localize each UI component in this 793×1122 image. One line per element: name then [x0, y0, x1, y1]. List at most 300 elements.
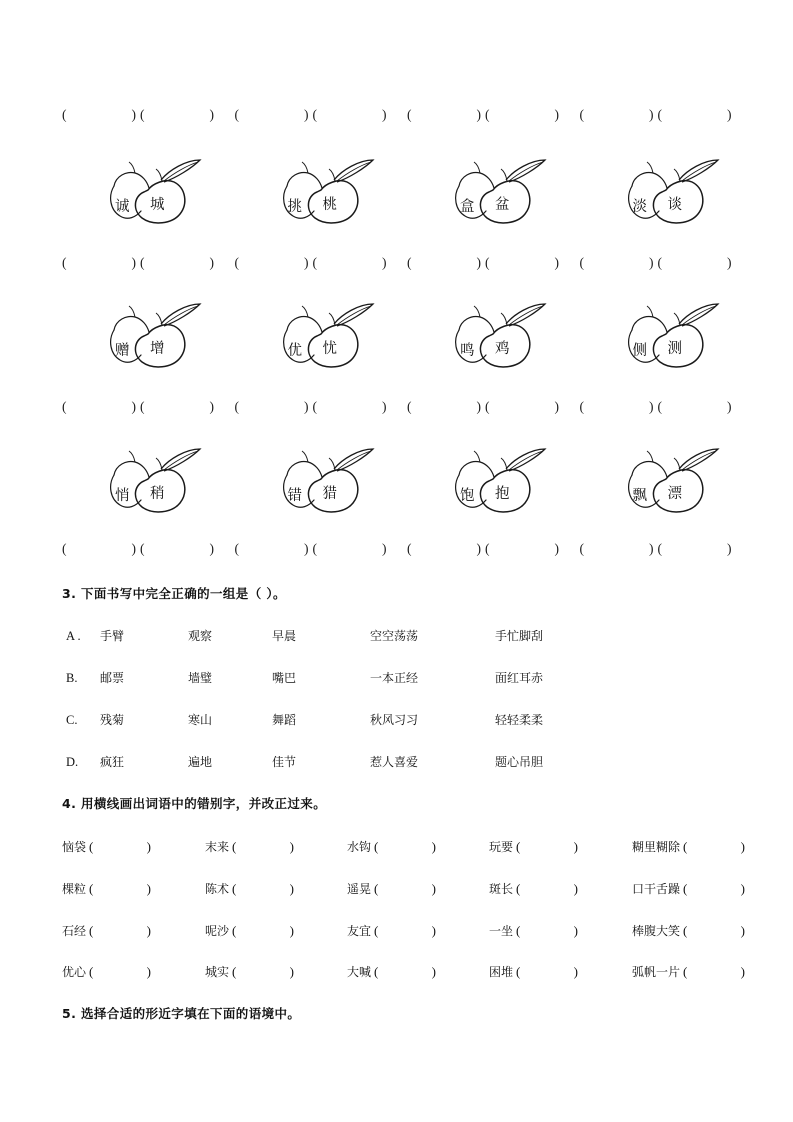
paren-right: ) — [146, 923, 152, 938]
question-4-row-4 — [62, 963, 772, 980]
correction-blank[interactable] — [232, 839, 294, 855]
answer-blank[interactable] — [485, 538, 563, 560]
paren-left: ( — [140, 107, 145, 122]
answer-blank-group — [235, 538, 408, 560]
apple-illustration — [104, 437, 224, 515]
word-text: 弧帆一片 — [632, 965, 681, 979]
correction-blank[interactable] — [89, 923, 151, 939]
paren-left: ( — [89, 881, 94, 896]
paren-right: ) — [382, 255, 387, 270]
paren-left: ( — [312, 399, 317, 414]
answer-blank[interactable] — [485, 396, 563, 418]
paren-left: ( — [374, 964, 379, 979]
option-word: 一本正经 — [370, 671, 419, 685]
apple-char-left: 饱 — [460, 488, 475, 504]
word-correction-item[interactable] — [62, 963, 205, 980]
paren-right: ) — [304, 107, 309, 122]
paren-left: ( — [234, 399, 239, 414]
option-label: D. — [66, 755, 79, 769]
correction-blank[interactable] — [683, 923, 745, 939]
question-4-row-2 — [62, 880, 772, 897]
paren-right: ) — [649, 255, 654, 270]
paren-left: ( — [232, 881, 237, 896]
apple-illustration — [622, 292, 742, 370]
answer-blank[interactable] — [235, 538, 313, 560]
answer-blank[interactable] — [62, 396, 140, 418]
correction-blank[interactable] — [89, 964, 151, 980]
question-3-option-d[interactable] — [66, 753, 766, 770]
paren-right: ) — [476, 107, 481, 122]
apple-char-right: 测 — [667, 341, 682, 357]
correction-blank[interactable] — [683, 839, 745, 855]
option-word: 惹人喜爱 — [370, 755, 419, 769]
word-correction-item[interactable] — [347, 838, 489, 855]
word-correction-item[interactable] — [62, 922, 205, 939]
option-word: 舞蹈 — [272, 713, 297, 727]
word-correction-item[interactable] — [62, 880, 205, 897]
word-text: 一坐 — [489, 924, 514, 938]
paren-right: ) — [727, 107, 732, 122]
option-word: 题心吊胆 — [495, 755, 544, 769]
answer-blank[interactable] — [407, 538, 485, 560]
apple-char-right: 盆 — [495, 197, 510, 213]
apple-char-right: 增 — [150, 341, 165, 357]
paren-right: ) — [289, 881, 295, 896]
answer-blank-group — [235, 104, 408, 126]
paren-left: ( — [683, 964, 688, 979]
answer-blank[interactable] — [658, 538, 736, 560]
apple-pair — [62, 292, 235, 372]
apple-char-left: 鸣 — [460, 343, 475, 359]
correction-blank[interactable] — [89, 881, 151, 897]
word-text: 棵粒 — [62, 882, 87, 896]
answer-blank[interactable] — [140, 538, 218, 560]
apple-char-right: 谈 — [667, 197, 682, 213]
word-text: 口干舌躁 — [632, 882, 681, 896]
paren-left: ( — [232, 923, 237, 938]
paren-right: ) — [727, 255, 732, 270]
paren-left: ( — [89, 839, 94, 854]
paren-left: ( — [407, 399, 412, 414]
paren-right: ) — [573, 964, 579, 979]
paren-left: ( — [234, 255, 239, 270]
paren-right: ) — [304, 399, 309, 414]
apple-illustration — [622, 437, 742, 515]
paren-right: ) — [727, 399, 732, 414]
apple-char-left: 优 — [287, 343, 302, 359]
apple-char-right: 忧 — [322, 341, 337, 357]
word-text: 友宜 — [347, 924, 372, 938]
answer-blank-group — [407, 104, 580, 126]
paren-left: ( — [579, 255, 584, 270]
apple-pair — [580, 292, 753, 372]
apple-illustration — [277, 148, 397, 226]
answer-blank[interactable] — [313, 252, 391, 274]
option-word: 疯狂 — [100, 755, 125, 769]
option-word: 空空荡荡 — [370, 629, 419, 643]
paren-right: ) — [209, 255, 214, 270]
option-word: 早晨 — [272, 629, 297, 643]
answer-blank[interactable] — [140, 252, 218, 274]
apple-illustration — [277, 437, 397, 515]
word-text: 玩要 — [489, 840, 514, 854]
paren-left: ( — [312, 107, 317, 122]
paren-left: ( — [657, 255, 662, 270]
paren-right: ) — [146, 839, 152, 854]
paren-left: ( — [516, 839, 521, 854]
paren-right: ) — [131, 255, 136, 270]
word-correction-item[interactable] — [347, 880, 489, 897]
paren-right: ) — [289, 839, 295, 854]
answer-blank[interactable] — [235, 252, 313, 274]
option-word: 观察 — [188, 629, 213, 643]
answer-blank[interactable] — [140, 104, 218, 126]
option-word: 面红耳赤 — [495, 671, 544, 685]
word-text: 陈术 — [205, 882, 230, 896]
paren-left: ( — [62, 399, 67, 414]
paren-left: ( — [407, 107, 412, 122]
correction-blank[interactable] — [683, 964, 745, 980]
apple-char-right: 桃 — [322, 197, 337, 213]
word-correction-item[interactable] — [205, 963, 347, 980]
answer-blank[interactable] — [580, 538, 658, 560]
answer-blank[interactable] — [580, 252, 658, 274]
apple-char-left: 飘 — [632, 488, 647, 504]
apple-pair — [407, 292, 580, 372]
paren-left: ( — [485, 255, 490, 270]
apple-pair — [62, 148, 235, 228]
paren-right: ) — [476, 399, 481, 414]
apple-illustration — [104, 292, 224, 370]
answer-blank[interactable] — [235, 104, 313, 126]
question-4-row-1 — [62, 838, 772, 855]
answer-blank[interactable] — [485, 252, 563, 274]
answer-blank-row-4 — [62, 538, 752, 560]
word-text: 斑长 — [489, 882, 514, 896]
paren-right: ) — [131, 541, 136, 556]
paren-right: ) — [146, 881, 152, 896]
word-text: 棒腹大笑 — [632, 924, 681, 938]
answer-blank-row-1 — [62, 104, 752, 126]
option-word: 寒山 — [188, 713, 213, 727]
apple-char-left: 诚 — [115, 199, 130, 215]
answer-blank[interactable] — [313, 396, 391, 418]
correction-blank[interactable] — [232, 923, 294, 939]
paren-right: ) — [476, 255, 481, 270]
answer-blank-group — [580, 396, 753, 418]
apple-char-right: 鸡 — [495, 341, 510, 357]
option-word: 残菊 — [100, 713, 125, 727]
question-3-option-c[interactable] — [66, 711, 766, 728]
answer-blank-group — [62, 252, 235, 274]
correction-blank[interactable] — [374, 881, 436, 897]
apple-char-left: 悄 — [115, 488, 130, 504]
word-text: 优心 — [62, 965, 87, 979]
apple-char-right: 抱 — [495, 486, 510, 502]
paren-right: ) — [740, 839, 746, 854]
word-text: 水钩 — [347, 840, 372, 854]
paren-right: ) — [573, 881, 579, 896]
paren-right: ) — [554, 541, 559, 556]
question-3-option-b[interactable] — [66, 669, 766, 686]
paren-left: ( — [516, 923, 521, 938]
correction-blank[interactable] — [374, 964, 436, 980]
paren-left: ( — [683, 923, 688, 938]
paren-right: ) — [554, 399, 559, 414]
answer-blank-group — [580, 252, 753, 274]
answer-blank[interactable] — [658, 396, 736, 418]
answer-blank-row-2 — [62, 252, 752, 274]
word-text: 困堆 — [489, 965, 514, 979]
word-text: 遥晃 — [347, 882, 372, 896]
paren-right: ) — [649, 107, 654, 122]
paren-right: ) — [209, 399, 214, 414]
question-5-heading: 5. 选择合适的形近字填在下面的语境中。 — [62, 1006, 301, 1021]
paren-right: ) — [382, 541, 387, 556]
apple-pair-row-1 — [62, 148, 752, 228]
answer-blank[interactable] — [62, 538, 140, 560]
word-correction-item[interactable] — [62, 838, 205, 855]
paren-right: ) — [573, 923, 579, 938]
word-correction-item[interactable] — [205, 922, 347, 939]
paren-left: ( — [374, 881, 379, 896]
apple-illustration — [449, 437, 569, 515]
answer-blank-group — [62, 538, 235, 560]
word-correction-item[interactable] — [632, 922, 772, 939]
correction-blank[interactable] — [89, 839, 151, 855]
answer-blank-group — [580, 538, 753, 560]
paren-right: ) — [146, 964, 152, 979]
word-correction-item[interactable] — [632, 880, 772, 897]
option-word: 佳节 — [272, 755, 297, 769]
apple-char-left: 赠 — [115, 343, 130, 359]
paren-left: ( — [140, 399, 145, 414]
apple-pair — [580, 437, 753, 517]
paren-left: ( — [485, 541, 490, 556]
paren-left: ( — [407, 255, 412, 270]
word-text: 糊里糊除 — [632, 840, 681, 854]
apple-pair — [235, 437, 408, 517]
correction-blank[interactable] — [516, 923, 578, 939]
word-correction-item[interactable] — [632, 838, 772, 855]
question-4-heading: 4. 用横线画出词语中的错别字，并改正过来。 — [62, 796, 327, 811]
answer-blank[interactable] — [235, 396, 313, 418]
paren-left: ( — [374, 839, 379, 854]
answer-blank[interactable] — [658, 104, 736, 126]
apple-pair — [580, 148, 753, 228]
paren-left: ( — [516, 881, 521, 896]
apple-char-left: 错 — [287, 488, 302, 504]
answer-blank-group — [62, 396, 235, 418]
paren-right: ) — [649, 399, 654, 414]
paren-right: ) — [431, 881, 437, 896]
apple-char-left: 淡 — [632, 199, 647, 215]
word-text: 恼袋 — [62, 840, 87, 854]
word-text: 末来 — [205, 840, 230, 854]
apple-illustration — [449, 292, 569, 370]
word-correction-item[interactable] — [489, 838, 632, 855]
apple-pair — [235, 292, 408, 372]
correction-blank[interactable] — [374, 923, 436, 939]
answer-blank[interactable] — [313, 104, 391, 126]
option-label: B. — [66, 671, 78, 685]
apple-char-left: 侧 — [632, 343, 647, 359]
paren-right: ) — [209, 541, 214, 556]
option-word: 轻轻柔柔 — [495, 713, 544, 727]
option-word: 手臂 — [100, 629, 125, 643]
paren-left: ( — [657, 541, 662, 556]
paren-left: ( — [579, 399, 584, 414]
answer-blank[interactable] — [658, 252, 736, 274]
paren-left: ( — [232, 839, 237, 854]
word-correction-item[interactable] — [347, 922, 489, 939]
answer-blank-group — [62, 104, 235, 126]
paren-left: ( — [657, 107, 662, 122]
correction-blank[interactable] — [516, 881, 578, 897]
paren-left: ( — [234, 107, 239, 122]
answer-blank[interactable] — [407, 252, 485, 274]
paren-right: ) — [209, 107, 214, 122]
word-correction-item[interactable] — [205, 838, 347, 855]
question-3-heading: 3. 下面书写中完全正确的一组是（ ）。 — [62, 586, 286, 601]
paren-right: ) — [289, 964, 295, 979]
paren-left: ( — [89, 923, 94, 938]
answer-blank[interactable] — [313, 538, 391, 560]
paren-left: ( — [516, 964, 521, 979]
word-correction-item[interactable] — [489, 880, 632, 897]
paren-right: ) — [573, 839, 579, 854]
word-text: 城实 — [205, 965, 230, 979]
answer-blank-group — [407, 396, 580, 418]
answer-blank-row-3 — [62, 396, 752, 418]
apple-char-left: 挑 — [287, 199, 302, 215]
question-3-option-a[interactable] — [66, 627, 766, 644]
paren-right: ) — [740, 923, 746, 938]
paren-right: ) — [131, 107, 136, 122]
paren-right: ) — [304, 541, 309, 556]
apple-illustration — [104, 148, 224, 226]
paren-left: ( — [579, 107, 584, 122]
correction-blank[interactable] — [516, 839, 578, 855]
correction-blank[interactable] — [232, 881, 294, 897]
apple-pair-row-2 — [62, 292, 752, 372]
paren-left: ( — [232, 964, 237, 979]
paren-left: ( — [140, 255, 145, 270]
paren-left: ( — [485, 399, 490, 414]
answer-blank[interactable] — [407, 104, 485, 126]
apple-pair — [407, 437, 580, 517]
paren-left: ( — [62, 255, 67, 270]
answer-blank[interactable] — [140, 396, 218, 418]
option-word: 手忙脚刮 — [495, 629, 544, 643]
paren-left: ( — [374, 923, 379, 938]
paren-right: ) — [727, 541, 732, 556]
paren-left: ( — [657, 399, 662, 414]
paren-left: ( — [579, 541, 584, 556]
option-word: 嘴巴 — [272, 671, 297, 685]
answer-blank[interactable] — [580, 104, 658, 126]
correction-blank[interactable] — [516, 964, 578, 980]
apple-illustration — [449, 148, 569, 226]
paren-left: ( — [234, 541, 239, 556]
paren-right: ) — [289, 923, 295, 938]
apple-char-right: 城 — [150, 197, 165, 213]
paren-left: ( — [312, 255, 317, 270]
option-word: 墙璧 — [188, 671, 213, 685]
apple-illustration — [277, 292, 397, 370]
paren-left: ( — [140, 541, 145, 556]
apple-pair — [235, 148, 408, 228]
paren-left: ( — [485, 107, 490, 122]
paren-right: ) — [304, 255, 309, 270]
answer-blank-group — [407, 538, 580, 560]
paren-left: ( — [62, 541, 67, 556]
paren-right: ) — [649, 541, 654, 556]
paren-left: ( — [683, 839, 688, 854]
answer-blank[interactable] — [62, 104, 140, 126]
word-correction-item[interactable] — [489, 963, 632, 980]
paren-right: ) — [131, 399, 136, 414]
option-label: A . — [66, 629, 81, 643]
answer-blank-group — [235, 252, 408, 274]
option-word: 遍地 — [188, 755, 213, 769]
apple-char-right: 稍 — [150, 486, 165, 502]
paren-right: ) — [431, 923, 437, 938]
correction-blank[interactable] — [232, 964, 294, 980]
answer-blank[interactable] — [485, 104, 563, 126]
apple-char-right: 漂 — [667, 486, 682, 502]
word-text: 石经 — [62, 924, 87, 938]
paren-right: ) — [740, 964, 746, 979]
apple-pair — [407, 148, 580, 228]
paren-left: ( — [407, 541, 412, 556]
paren-right: ) — [554, 255, 559, 270]
word-correction-item[interactable] — [489, 922, 632, 939]
option-word: 邮票 — [100, 671, 125, 685]
paren-right: ) — [382, 107, 387, 122]
paren-left: ( — [89, 964, 94, 979]
word-text: 呢沙 — [205, 924, 230, 938]
apple-illustration — [622, 148, 742, 226]
apple-char-right: 猎 — [322, 486, 337, 502]
word-correction-item[interactable] — [205, 880, 347, 897]
paren-left: ( — [683, 881, 688, 896]
answer-blank[interactable] — [580, 396, 658, 418]
answer-blank[interactable] — [407, 396, 485, 418]
paren-right: ) — [431, 839, 437, 854]
word-correction-item[interactable] — [347, 963, 489, 980]
paren-right: ) — [740, 881, 746, 896]
answer-blank-group — [580, 104, 753, 126]
option-word: 秋风习习 — [370, 713, 419, 727]
answer-blank[interactable] — [62, 252, 140, 274]
answer-blank-group — [407, 252, 580, 274]
correction-blank[interactable] — [683, 881, 745, 897]
paren-right: ) — [476, 541, 481, 556]
paren-left: ( — [312, 541, 317, 556]
paren-left: ( — [62, 107, 67, 122]
word-text: 大喊 — [347, 965, 372, 979]
question-4-row-3 — [62, 922, 772, 939]
paren-right: ) — [431, 964, 437, 979]
answer-blank-group — [235, 396, 408, 418]
correction-blank[interactable] — [374, 839, 436, 855]
apple-pair-row-3 — [62, 437, 752, 517]
paren-right: ) — [382, 399, 387, 414]
option-label: C. — [66, 713, 78, 727]
word-correction-item[interactable] — [632, 963, 772, 980]
apple-char-left: 盒 — [460, 199, 475, 215]
